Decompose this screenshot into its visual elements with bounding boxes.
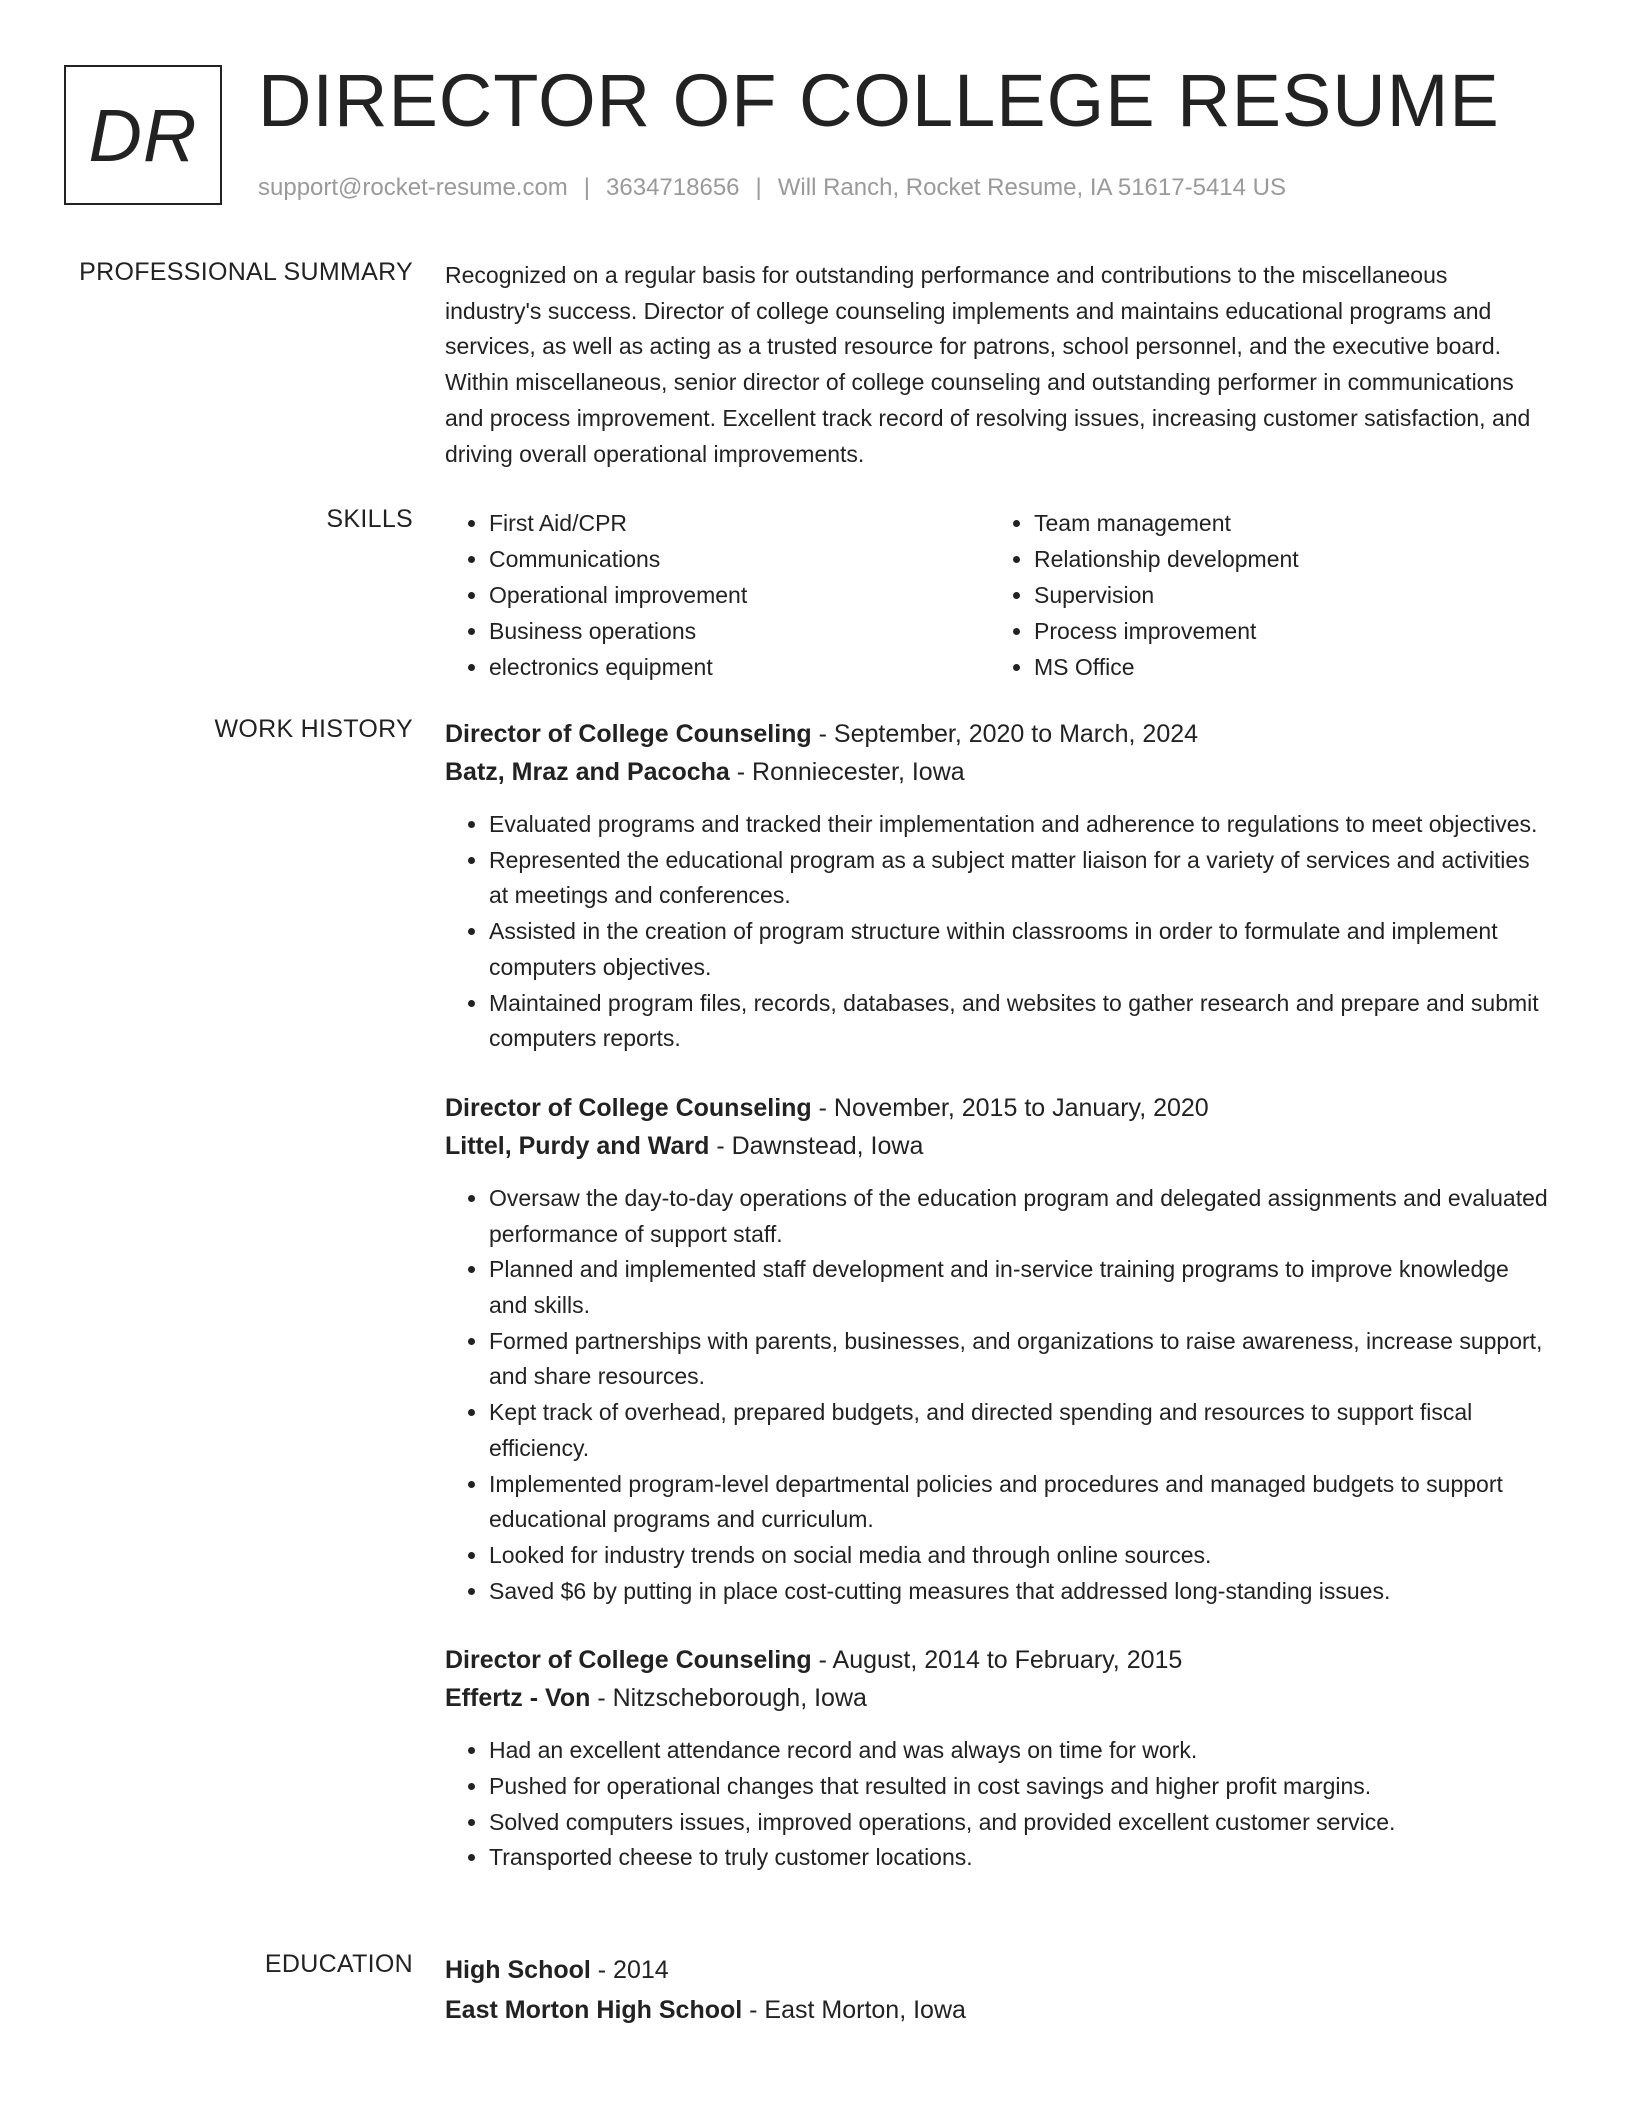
job-company-line: [445, 1127, 1550, 1165]
resume-title: DIRECTOR OF COLLEGE RESUME: [258, 59, 1500, 142]
education-heading: EDUCATION: [264, 1950, 413, 1978]
job-dates: - August, 2014 to February, 2015: [811, 1646, 1183, 1675]
job-location: - Nitzscheborough, Iowa: [590, 1684, 867, 1713]
job-location: - Dawnstead, Iowa: [709, 1131, 924, 1160]
job-bullet: • Saved $6 by putting in place cost-cutting measures that addressed long-standing issues.: [489, 1574, 1550, 1610]
skill-item: • Business operations: [489, 613, 990, 649]
skill-item: • Relationship development: [1034, 541, 1535, 577]
education-degree: High School: [445, 1956, 591, 1984]
work-history-heading: WORK HISTORY: [214, 715, 413, 743]
job-title: Director of College Counseling: [445, 1093, 812, 1122]
summary-heading: PROFESSIONAL SUMMARY: [79, 258, 413, 286]
job-bullet: • Maintained program files, records, databases, and websites to gather research and prepare and submit computers reports.: [489, 986, 1550, 1057]
contact-separator: |: [583, 174, 591, 201]
job-bullet: • Represented the educational program as a subject matter liaison for a variety of services and activities at meetings and conferences.: [489, 843, 1550, 914]
job-bullet: • Kept track of overhead, prepared budgets, and directed spending and resources to support fiscal efficiency.: [489, 1395, 1550, 1466]
summary-text: Recognized on a regular basis for outstanding performance and contributions to the miscellaneous industry's success. Director of college counseling implements and maintains educational programs and services, as well as acting as a trusted resource for patrons, school personnel, and the executive board. Within miscellaneous, senior director of college counseling and outstanding performer in communications and process improvement. Excellent track record of resolving issues, increasing customer satisfaction, and driving overall operational improvements.: [445, 262, 1531, 467]
job-location: - Ronniecester, Iowa: [729, 758, 965, 786]
job-bullet: • Pushed for operational changes that resulted in cost savings and higher profit margins.: [489, 1769, 1550, 1805]
job-dates: - September, 2020 to March, 2024: [811, 720, 1199, 748]
skills-list-left: [445, 505, 990, 685]
job-bullet: • Assisted in the creation of program structure within classrooms in order to formulate and implement computers objectives.: [489, 914, 1550, 985]
job-title: Director of College Counseling: [445, 720, 812, 748]
skill-item: • Process improvement: [1034, 613, 1535, 649]
job-bullet: • Planned and implemented staff development and in-service training programs to improve knowledge and skills.: [489, 1252, 1550, 1323]
education-degree-line: [445, 1950, 1550, 1990]
resume-header: [0, 0, 1632, 240]
monogram-badge: DR: [64, 65, 222, 205]
job-entry: [445, 1641, 1550, 1876]
job-title-line: [445, 715, 1550, 753]
job-bullet: • Implemented program-level departmental policies and procedures and managed budgets to support educational programs and curriculum.: [489, 1467, 1550, 1538]
job-title: Director of College Counseling: [445, 1646, 812, 1675]
job-bullet: • Transported cheese to truly customer locations.: [489, 1840, 1550, 1876]
skill-item: • Team management: [1034, 505, 1535, 541]
job-company: Batz, Mraz and Pacocha: [445, 758, 730, 786]
contact-phone[interactable]: 3634718656: [606, 174, 740, 201]
job-bullet: • Formed partnerships with parents, businesses, and organizations to raise awareness, increase support, and share resources.: [489, 1324, 1550, 1395]
job-title-line: [445, 1641, 1550, 1679]
job-bullet: • Evaluated programs and tracked their implementation and adherence to regulations to meet objectives.: [489, 807, 1550, 843]
job-bullet: • Had an excellent attendance record and was always on time for work.: [489, 1733, 1550, 1769]
job-company-line: [445, 1679, 1550, 1717]
skill-item: • Communications: [489, 541, 990, 577]
job-company: Effertz - Von: [445, 1684, 591, 1713]
job-bullet: • Oversaw the day-to-day operations of the education program and delegated assignments and evaluated performance of support staff.: [489, 1181, 1550, 1252]
contact-address: Will Ranch, Rocket Resume, IA 51617-5414 US: [777, 174, 1286, 201]
skill-item: • Supervision: [1034, 577, 1535, 613]
skill-item: • Operational improvement: [489, 577, 990, 613]
education-location: - East Morton, Iowa: [742, 1996, 966, 2024]
job-company: Littel, Purdy and Ward: [445, 1131, 710, 1160]
skill-item: • MS Office: [1034, 649, 1535, 685]
skill-item: • electronics equipment: [489, 649, 990, 685]
contact-email[interactable]: support@rocket-resume.com: [258, 174, 568, 201]
job-bullet: • Looked for industry trends on social media and through online sources.: [489, 1538, 1550, 1574]
job-title-line: [445, 1089, 1550, 1127]
skills-heading: SKILLS: [326, 505, 413, 533]
contact-line: [258, 174, 1286, 202]
job-entry: [445, 1089, 1550, 1609]
job-company-line: [445, 753, 1550, 791]
job-bullets: [445, 1181, 1550, 1609]
education-year: - 2014: [590, 1956, 669, 1984]
skills-list-right: [990, 505, 1535, 685]
job-bullet: • Solved computers issues, improved operations, and provided excellent customer service.: [489, 1805, 1550, 1841]
education-school-line: [445, 1990, 1550, 2030]
skill-item: • First Aid/CPR: [489, 505, 990, 541]
job-bullets: [445, 1733, 1550, 1876]
education-school: East Morton High School: [445, 1996, 743, 2024]
job-dates: - November, 2015 to January, 2020: [811, 1093, 1209, 1122]
job-entry: [445, 715, 1550, 1057]
contact-separator: |: [755, 174, 762, 201]
job-bullets: [445, 807, 1550, 1057]
